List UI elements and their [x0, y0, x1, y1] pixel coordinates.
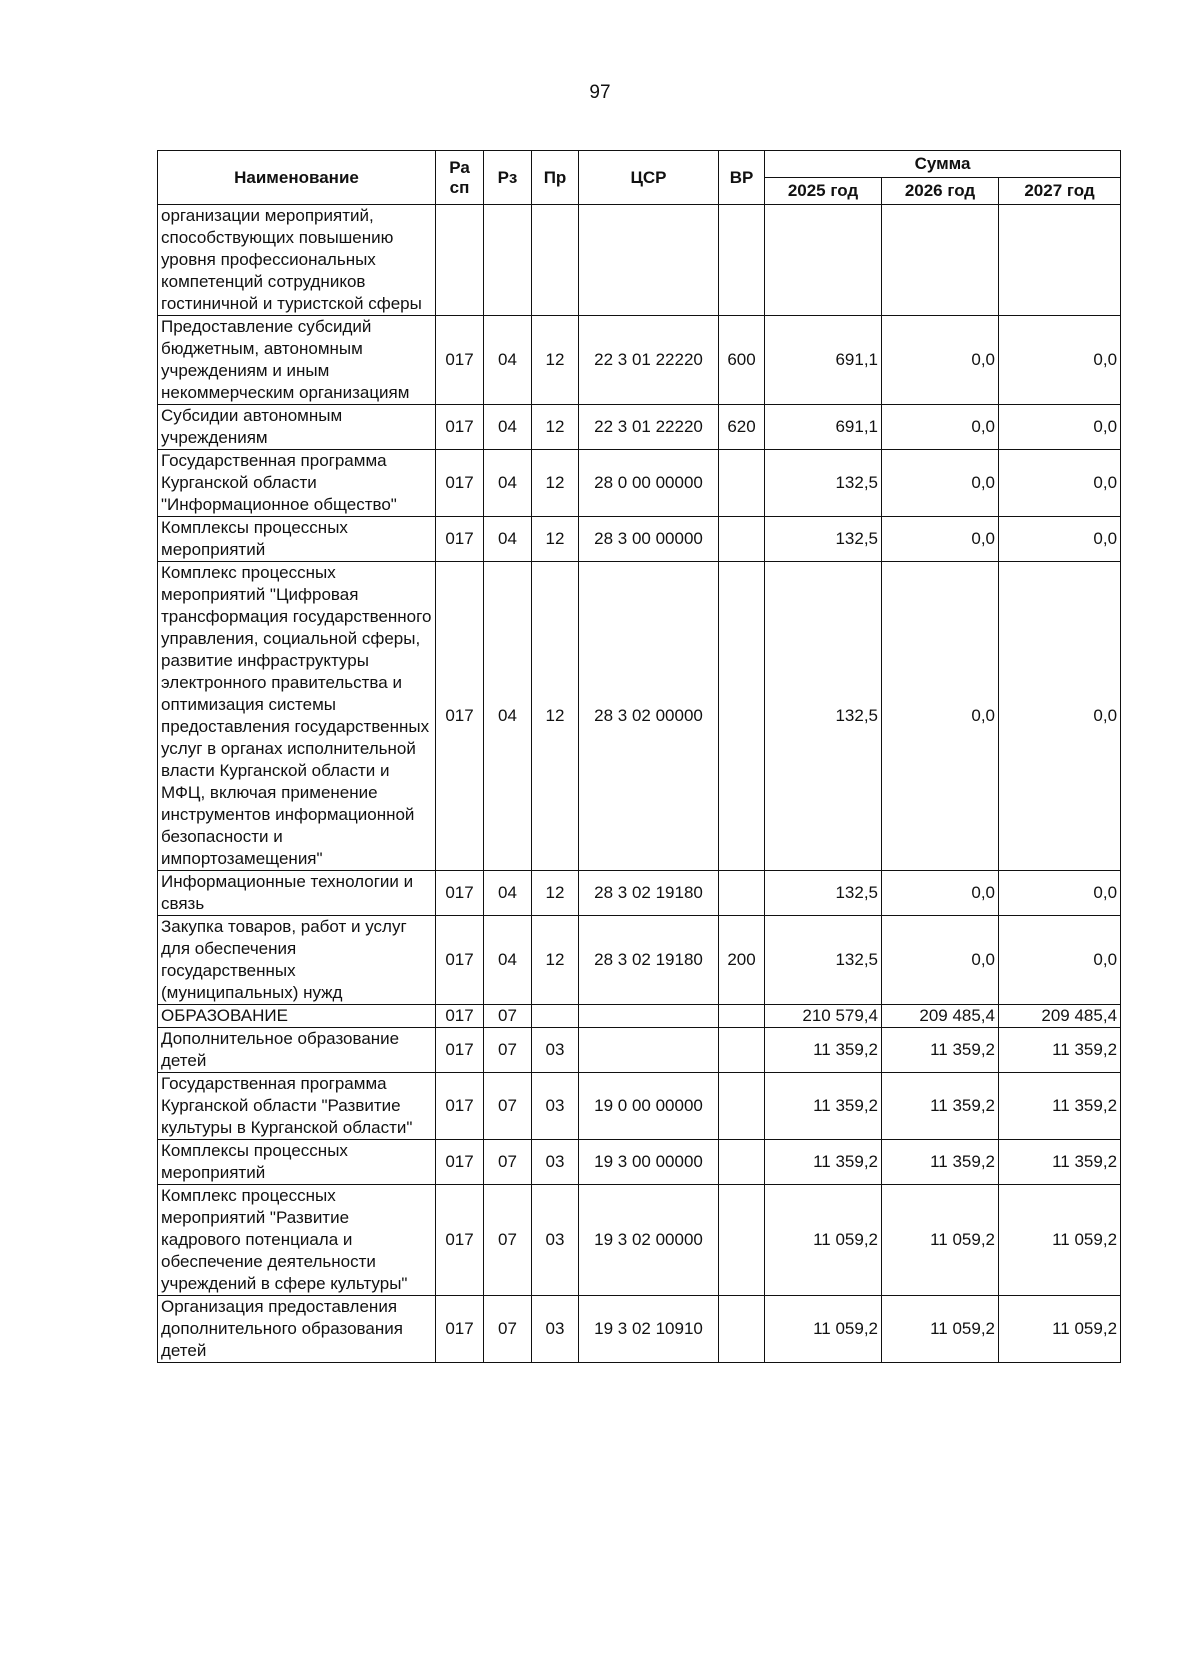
row-rasp: 017: [436, 871, 484, 916]
row-rz: 07: [484, 1140, 532, 1185]
row-rasp: 017: [436, 1140, 484, 1185]
table-row: [158, 1185, 1121, 1296]
row-csr: 19 3 02 00000: [579, 1185, 719, 1296]
row-rz: 04: [484, 316, 532, 405]
row-sum-2027: 11 359,2: [999, 1140, 1121, 1185]
row-sum-2025: 132,5: [765, 562, 882, 871]
row-name: Организация предоставления дополнительного образования детей: [158, 1296, 436, 1363]
header-year-2025: 2025 год: [765, 178, 882, 205]
row-csr: 28 3 02 19180: [579, 916, 719, 1005]
row-csr: 22 3 01 22220: [579, 405, 719, 450]
row-sum-2026: [882, 205, 999, 316]
row-rasp: 017: [436, 316, 484, 405]
row-sum-2027: 11 059,2: [999, 1185, 1121, 1296]
row-name: Комплекс процессных мероприятий "Развитие кадрового потенциала и обеспечение деятельности учреждений в сфере культуры": [158, 1185, 436, 1296]
row-pr: 03: [532, 1073, 579, 1140]
row-vr: 620: [719, 405, 765, 450]
row-sum-2025: 11 359,2: [765, 1140, 882, 1185]
row-csr: 28 0 00 00000: [579, 450, 719, 517]
row-vr: [719, 1005, 765, 1028]
header-csr: ЦСР: [579, 151, 719, 205]
row-rz: 04: [484, 450, 532, 517]
row-sum-2025: 132,5: [765, 871, 882, 916]
header-year-2027: 2027 год: [999, 178, 1121, 205]
header-pr: Пр: [532, 151, 579, 205]
row-name: Государственная программа Курганской области "Развитие культуры в Курганской области": [158, 1073, 436, 1140]
row-csr: [579, 1005, 719, 1028]
row-rasp: 017: [436, 1028, 484, 1073]
row-sum-2026: 0,0: [882, 916, 999, 1005]
row-vr: [719, 1028, 765, 1073]
row-pr: 12: [532, 871, 579, 916]
row-vr: [719, 1073, 765, 1140]
row-pr: 03: [532, 1185, 579, 1296]
header-year-2026: 2026 год: [882, 178, 999, 205]
row-name: организации мероприятий, способствующих повышению уровня профессиональных компетенций сотрудников гостиничной и туристской сферы: [158, 205, 436, 316]
row-name: Закупка товаров, работ и услуг для обеспечения государственных (муниципальных) нужд: [158, 916, 436, 1005]
header-sum: Сумма: [765, 151, 1121, 178]
row-rz: 07: [484, 1296, 532, 1363]
row-name: Дополнительное образование детей: [158, 1028, 436, 1073]
row-rz: 07: [484, 1028, 532, 1073]
row-rz: 07: [484, 1005, 532, 1028]
row-sum-2025: 210 579,4: [765, 1005, 882, 1028]
row-sum-2027: 0,0: [999, 405, 1121, 450]
row-sum-2027: 11 359,2: [999, 1028, 1121, 1073]
row-sum-2027: 0,0: [999, 916, 1121, 1005]
row-name: Информационные технологии и связь: [158, 871, 436, 916]
row-pr: 12: [532, 562, 579, 871]
row-rasp: 017: [436, 517, 484, 562]
row-name: Государственная программа Курганской области "Информационное общество": [158, 450, 436, 517]
table-row: [158, 205, 1121, 316]
row-rasp: [436, 205, 484, 316]
row-sum-2026: 11 059,2: [882, 1185, 999, 1296]
row-csr: 19 3 02 10910: [579, 1296, 719, 1363]
row-pr: 03: [532, 1140, 579, 1185]
row-sum-2025: 132,5: [765, 450, 882, 517]
row-rz: 04: [484, 916, 532, 1005]
row-vr: [719, 517, 765, 562]
row-sum-2025: 11 059,2: [765, 1185, 882, 1296]
table-row: [158, 405, 1121, 450]
row-csr: 19 0 00 00000: [579, 1073, 719, 1140]
header-row: [158, 151, 1121, 178]
row-sum-2027: 0,0: [999, 517, 1121, 562]
row-sum-2027: 0,0: [999, 871, 1121, 916]
row-sum-2026: 0,0: [882, 517, 999, 562]
row-sum-2027: 11 059,2: [999, 1296, 1121, 1363]
table-row: [158, 1140, 1121, 1185]
row-sum-2026: 0,0: [882, 450, 999, 517]
row-vr: 200: [719, 916, 765, 1005]
row-sum-2026: 0,0: [882, 562, 999, 871]
row-sum-2025: 132,5: [765, 517, 882, 562]
row-sum-2027: [999, 205, 1121, 316]
row-pr: [532, 1005, 579, 1028]
row-rz: 07: [484, 1073, 532, 1140]
table-row: [158, 916, 1121, 1005]
row-rasp: 017: [436, 1005, 484, 1028]
row-sum-2026: 0,0: [882, 316, 999, 405]
table-row: [158, 1005, 1121, 1028]
row-pr: 03: [532, 1296, 579, 1363]
row-vr: [719, 562, 765, 871]
header-vr: ВР: [719, 151, 765, 205]
row-rasp: 017: [436, 1185, 484, 1296]
row-pr: 12: [532, 405, 579, 450]
row-rz: 04: [484, 517, 532, 562]
row-sum-2025: 691,1: [765, 316, 882, 405]
row-sum-2025: 11 059,2: [765, 1296, 882, 1363]
budget-table: [157, 150, 1121, 1363]
table-row: [158, 517, 1121, 562]
row-rz: [484, 205, 532, 316]
row-sum-2026: 11 359,2: [882, 1028, 999, 1073]
row-vr: [719, 205, 765, 316]
row-sum-2027: 0,0: [999, 316, 1121, 405]
row-sum-2025: [765, 205, 882, 316]
table-row: [158, 871, 1121, 916]
row-rz: 04: [484, 562, 532, 871]
row-vr: [719, 1140, 765, 1185]
row-rasp: 017: [436, 916, 484, 1005]
row-name: Субсидии автономным учреждениям: [158, 405, 436, 450]
row-vr: [719, 1185, 765, 1296]
row-vr: 600: [719, 316, 765, 405]
row-sum-2027: 11 359,2: [999, 1073, 1121, 1140]
row-sum-2025: 132,5: [765, 916, 882, 1005]
table-row: [158, 316, 1121, 405]
row-csr: 28 3 02 00000: [579, 562, 719, 871]
row-sum-2026: 209 485,4: [882, 1005, 999, 1028]
row-sum-2025: 691,1: [765, 405, 882, 450]
row-sum-2027: 0,0: [999, 562, 1121, 871]
row-name: Комплексы процессных мероприятий: [158, 517, 436, 562]
row-rasp: 017: [436, 1073, 484, 1140]
page-number: 97: [589, 82, 611, 103]
header-rz: Рз: [484, 151, 532, 205]
row-pr: 12: [532, 916, 579, 1005]
row-csr: 19 3 00 00000: [579, 1140, 719, 1185]
row-pr: 12: [532, 316, 579, 405]
row-rasp: 017: [436, 405, 484, 450]
row-name: Комплексы процессных мероприятий: [158, 1140, 436, 1185]
header-rasp: Ра сп: [436, 151, 484, 205]
row-vr: [719, 1296, 765, 1363]
row-name: Предоставление субсидий бюджетным, автономным учреждениям и иным некоммерческим организациям: [158, 316, 436, 405]
row-sum-2025: 11 359,2: [765, 1073, 882, 1140]
row-csr: 28 3 00 00000: [579, 517, 719, 562]
table-row: [158, 1296, 1121, 1363]
table-row: [158, 562, 1121, 871]
row-sum-2027: 0,0: [999, 450, 1121, 517]
row-vr: [719, 871, 765, 916]
row-name: ОБРАЗОВАНИЕ: [158, 1005, 436, 1028]
row-rz: 04: [484, 405, 532, 450]
row-sum-2026: 0,0: [882, 871, 999, 916]
row-name: Комплекс процессных мероприятий "Цифровая трансформация государственного управления, социальной сферы, развитие инфраструктуры электронного правительства и оптимизация системы предоставления государственных услуг в органах исполнительной власти Курганской области и МФЦ, включая применение инструментов информационной безопасности и импортозамещения": [158, 562, 436, 871]
row-sum-2026: 11 359,2: [882, 1073, 999, 1140]
row-csr: [579, 1028, 719, 1073]
row-csr: 28 3 02 19180: [579, 871, 719, 916]
row-sum-2027: 209 485,4: [999, 1005, 1121, 1028]
row-rz: 04: [484, 871, 532, 916]
row-rasp: 017: [436, 1296, 484, 1363]
table-row: [158, 1028, 1121, 1073]
row-rz: 07: [484, 1185, 532, 1296]
table-row: [158, 450, 1121, 517]
row-pr: 03: [532, 1028, 579, 1073]
row-pr: 12: [532, 450, 579, 517]
row-rasp: 017: [436, 450, 484, 517]
row-csr: [579, 205, 719, 316]
row-csr: 22 3 01 22220: [579, 316, 719, 405]
row-sum-2026: 0,0: [882, 405, 999, 450]
row-sum-2026: 11 059,2: [882, 1296, 999, 1363]
header-name: Наименование: [158, 151, 436, 205]
row-sum-2026: 11 359,2: [882, 1140, 999, 1185]
row-pr: [532, 205, 579, 316]
row-pr: 12: [532, 517, 579, 562]
row-sum-2025: 11 359,2: [765, 1028, 882, 1073]
table-row: [158, 1073, 1121, 1140]
row-vr: [719, 450, 765, 517]
row-rasp: 017: [436, 562, 484, 871]
